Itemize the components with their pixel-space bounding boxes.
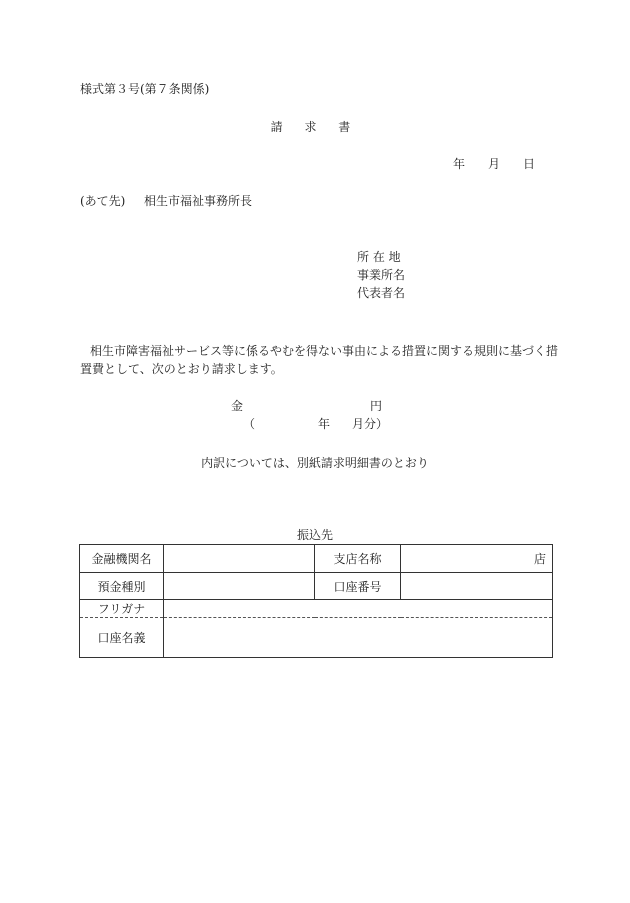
period-month-label: 月分） <box>352 417 389 431</box>
sender-office-label: 事業所名 <box>357 268 406 282</box>
period-open-paren: （ <box>243 417 256 431</box>
account-number-label: 口座番号 <box>315 573 401 600</box>
bank-transfer-table <box>79 544 553 658</box>
bank-row-3 <box>80 600 553 618</box>
bank-row-1 <box>80 545 553 573</box>
account-holder-label: 口座名義 <box>80 618 164 658</box>
body-line-2: 置費として、次のとおり請求します。 <box>80 362 283 376</box>
branch-name-label: 支店名称 <box>315 545 401 573</box>
form-number: 様式第３号(第７条関係) <box>80 82 210 96</box>
date-day-label: 日 <box>523 157 536 171</box>
deposit-type-field[interactable] <box>164 573 315 600</box>
date-month-label: 月 <box>488 157 501 171</box>
furigana-label: フリガナ <box>80 600 164 618</box>
amount-label: 金 <box>231 399 244 413</box>
branch-suffix: 店 <box>533 552 546 566</box>
document-title: 請 求 書 <box>270 120 360 134</box>
branch-name-field[interactable] <box>401 545 553 573</box>
bank-row-2 <box>80 573 553 600</box>
amount-unit: 円 <box>370 399 383 413</box>
deposit-type-label: 預金種別 <box>80 573 164 600</box>
body-line-1: 相生市障害福祉サービス等に係るやむを得ない事由による措置に関する規則に基づく措 <box>90 344 559 358</box>
account-number-field[interactable] <box>401 573 553 600</box>
bank-name-field[interactable] <box>164 545 315 573</box>
sender-representative-label: 代表者名 <box>357 286 406 300</box>
date-year-label: 年 <box>453 157 466 171</box>
bank-name-label: 金融機関名 <box>80 545 164 573</box>
sender-address-label: 所 在 地 <box>357 250 401 264</box>
addressee-label: (あて先) <box>80 194 126 208</box>
account-holder-field[interactable] <box>164 618 553 658</box>
furigana-field[interactable] <box>164 600 553 618</box>
addressee-name: 相生市福祉事務所長 <box>144 194 253 208</box>
bank-row-4 <box>80 618 553 658</box>
breakdown-note: 内訳については、別紙請求明細書のとおり <box>201 456 429 470</box>
bank-caption: 振込先 <box>296 528 333 542</box>
period-year-label: 年 <box>318 417 331 431</box>
